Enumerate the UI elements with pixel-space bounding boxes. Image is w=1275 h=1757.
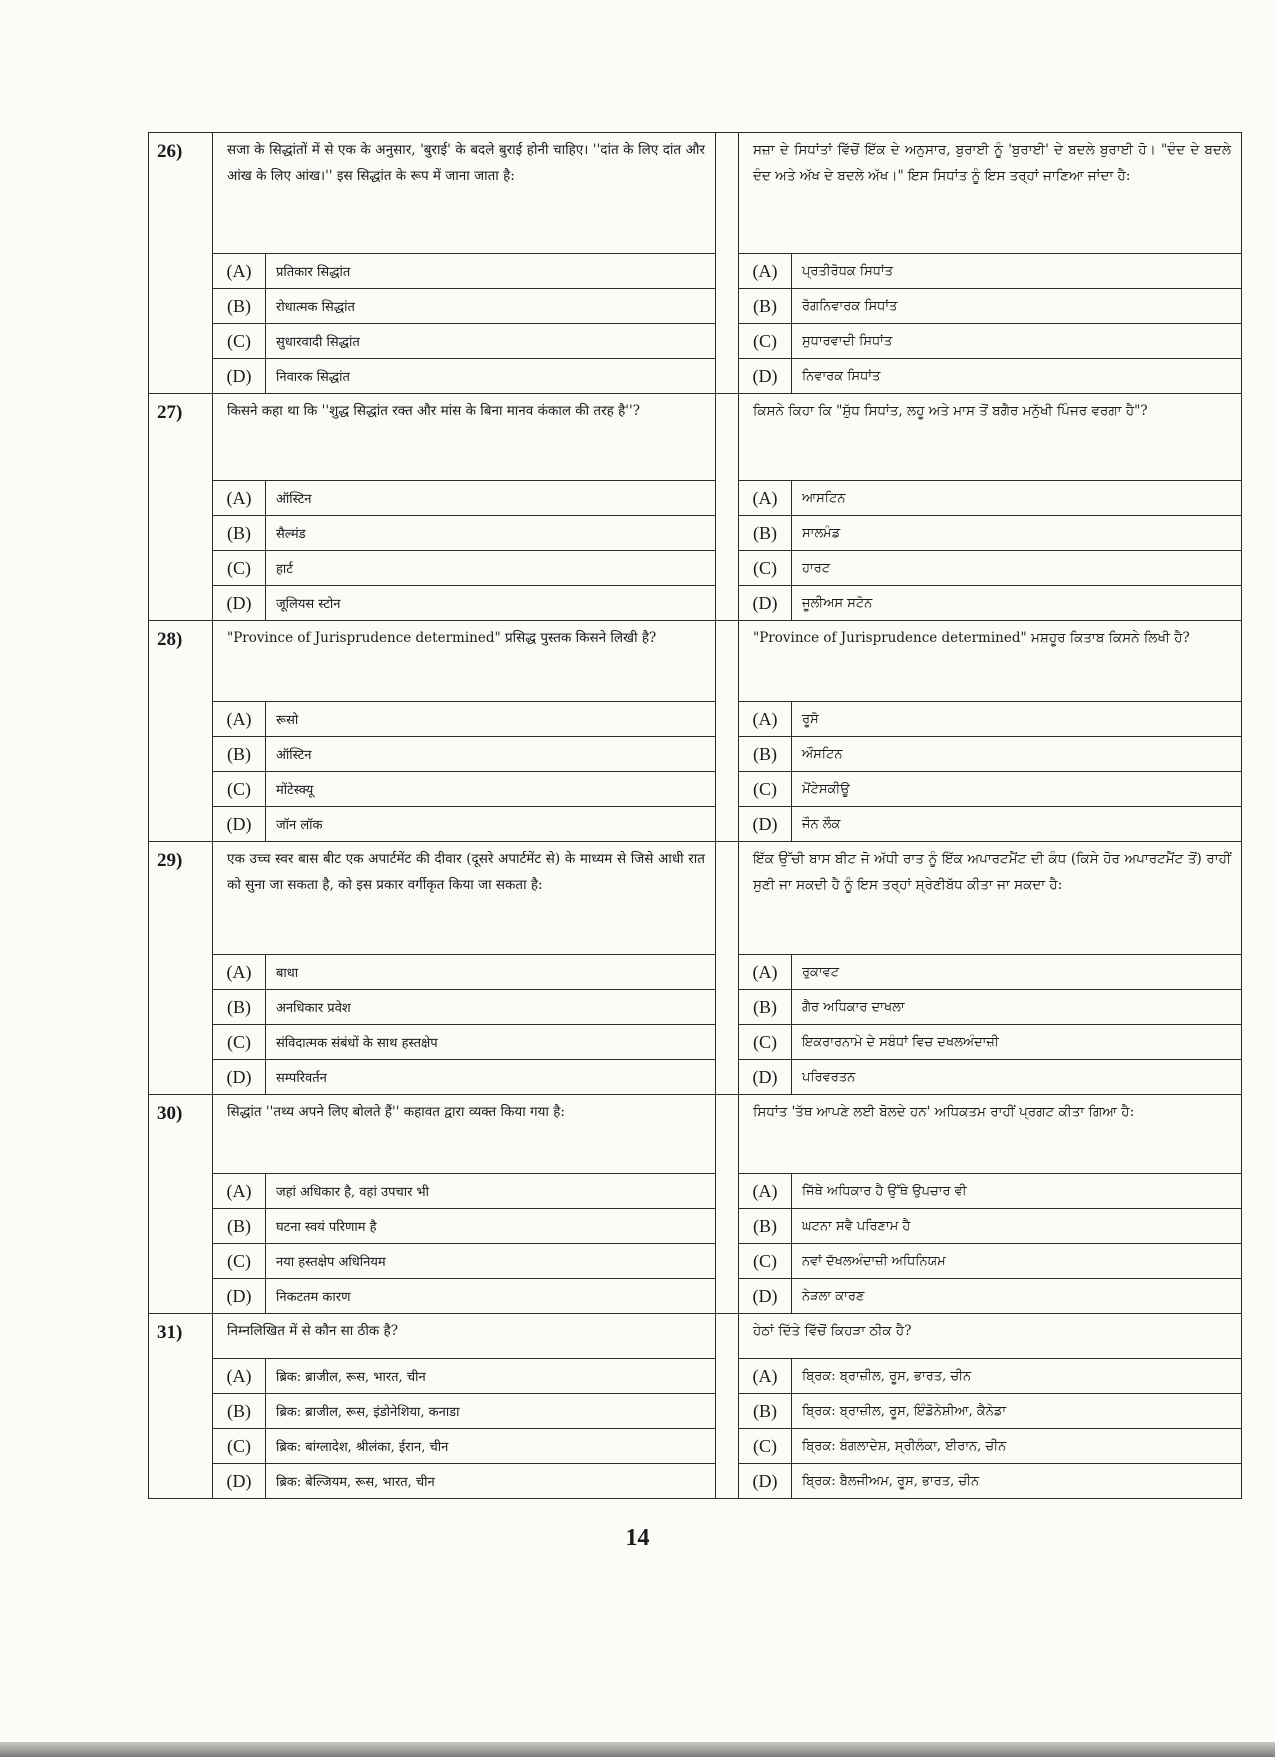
option-label: (B) (739, 990, 792, 1024)
question-text-punjabi: ਇੱਕ ਉੱਚੀ ਬਾਸ ਬੀਟ ਜੋ ਅੱਧੀ ਰਾਤ ਨੂੰ ਇੱਕ ਅਪਾਰਟਮੈਂਟ ਦੀ ਕੰਧ (ਕਿਸੇ ਹੋਰ ਅਪਾਰਟਮੈਂਟ ਤੋਂ) ਰਾਹੀਂ ਸੁਣੀ ਜਾ ਸਕਦੀ ਹੈ ਨੂੰ ਇਸ ਤਰ੍ਹਾਂ ਸ਼੍ਰੇਣੀਬੱਧ ਕੀਤਾ ਜਾ ਸਕਦਾ ਹੈ: (739, 842, 1241, 955)
option-row (213, 1174, 715, 1209)
option-text: ਪਰਿਵਰਤਨ (802, 1069, 856, 1085)
question-table (148, 132, 1242, 1499)
option-text: ऑस्टिन (276, 492, 312, 507)
option-label: (C) (739, 1244, 792, 1278)
option-text: ਜਿੱਥੇ ਅਧਿਕਾਰ ਹੈ ਉੱਥੇ ਉਪਚਾਰ ਵੀ (802, 1183, 967, 1199)
question-text-punjabi: ਹੇਠਾਂ ਦਿੱਤੇ ਵਿੱਚੋਂ ਕਿਹੜਾ ਠੀਕ ਹੈ? (739, 1314, 1241, 1359)
option-label: (D) (213, 586, 266, 620)
option-label: (C) (213, 551, 266, 585)
option-row (213, 1244, 715, 1279)
question-text-hindi: "Province of Jurisprudence determined" प्रसिद्ध पुस्तक किसने लिखी है? (213, 621, 715, 702)
option-label: (D) (739, 359, 792, 393)
question-text-hindi: निम्नलिखित में से कौन सा ठीक है? (213, 1314, 715, 1359)
option-label: (D) (213, 1464, 266, 1498)
option-label: (A) (213, 1359, 266, 1393)
option-label: (B) (739, 737, 792, 771)
option-label: (B) (213, 737, 266, 771)
option-text: सैल्मंड (276, 527, 306, 542)
option-row (739, 324, 1241, 359)
option-label: (A) (213, 702, 266, 736)
option-label: (B) (739, 516, 792, 550)
option-text: रोधात्मक सिद्धांत (276, 300, 355, 315)
option-label: (B) (739, 289, 792, 323)
option-row (739, 516, 1241, 551)
option-label: (B) (213, 1209, 266, 1243)
option-row (739, 289, 1241, 324)
option-text: ਰੂਸੋ (802, 711, 819, 727)
option-text: ਆਸਟਿਨ (802, 490, 846, 506)
option-text: ਜੂਲੀਅਸ ਸਟੋਨ (802, 595, 873, 611)
option-text: ਮੋਂਟੇਸਕੀਊ (802, 781, 850, 797)
option-label: (B) (213, 289, 266, 323)
option-row (213, 772, 715, 807)
hindi-column (213, 842, 716, 1094)
question-row (149, 1314, 1241, 1498)
option-row (213, 1279, 715, 1313)
option-text: ਬ੍ਰਿਕ: ਬ੍ਰਾਜ਼ੀਲ, ਰੂਸ, ਭਾਰਤ, ਚੀਨ (802, 1368, 972, 1384)
page-number: 14 (625, 1525, 650, 1551)
question-number: 27) (149, 394, 213, 620)
option-row (739, 1025, 1241, 1060)
option-label: (D) (739, 586, 792, 620)
option-row (739, 481, 1241, 516)
option-row (739, 807, 1241, 841)
option-label: (C) (739, 324, 792, 358)
question-text-hindi: एक उच्च स्वर बास बीट एक अपार्टमेंट की दीवार (दूसरे अपार्टमेंट से) के माध्यम से जिसे आधी रात को सुना जा सकता है, को इस प्रकार वर्गीकृत किया जा सकता है: (213, 842, 715, 955)
option-text: ब्रिक: बांग्लादेश, श्रीलंका, ईरान, चीन (276, 1440, 449, 1455)
option-label: (A) (739, 1359, 792, 1393)
option-label: (B) (213, 990, 266, 1024)
option-text: ਰੋਗਨਿਵਾਰਕ ਸਿਧਾਂਤ (802, 298, 898, 314)
option-row (739, 1244, 1241, 1279)
question-number: 31) (149, 1314, 213, 1498)
hindi-column (213, 621, 716, 841)
column-divider (716, 842, 739, 1094)
option-row (739, 772, 1241, 807)
option-row (739, 1060, 1241, 1094)
option-row (739, 737, 1241, 772)
question-text-punjabi: ਸਜ਼ਾ ਦੇ ਸਿਧਾਂਤਾਂ ਵਿੱਚੋਂ ਇੱਕ ਦੇ ਅਨੁਸਾਰ, ਬੁਰਾਈ ਨੂੰ 'ਬੁਰਾਈ' ਦੇ ਬਦਲੇ ਬੁਰਾਈ ਹੋ। "ਦੰਦ ਦੇ ਬਦਲੇ ਦੰਦ ਅਤੇ ਅੱਖ ਦੇ ਬਦਲੇ ਅੱਖ।" ਇਸ ਸਿਧਾਂਤ ਨੂੰ ਇਸ ਤਰ੍ਹਾਂ ਜਾਣਿਆ ਜਾਂਦਾ ਹੈ: (739, 133, 1241, 254)
option-row (213, 807, 715, 841)
option-text: जूलियस स्टोन (276, 597, 341, 612)
option-text: ऑस्टिन (276, 748, 312, 763)
option-text: निकटतम कारण (276, 1290, 351, 1305)
option-row (213, 702, 715, 737)
option-row (739, 254, 1241, 289)
option-row (213, 1209, 715, 1244)
option-label: (D) (739, 1464, 792, 1498)
question-row (149, 394, 1241, 621)
option-row (739, 586, 1241, 620)
option-text: ਰੁਕਾਵਟ (802, 964, 840, 980)
option-row (213, 481, 715, 516)
option-text: सुधारवादी सिद्धांत (276, 335, 360, 350)
option-text: ਘਟਨਾ ਸਵੈ ਪਰਿਣਾਮ ਹੈ (802, 1218, 911, 1234)
option-label: (B) (213, 516, 266, 550)
option-row (213, 289, 715, 324)
option-text: ਨਵਾਂ ਦੱਖਲਅੰਦਾਜ਼ੀ ਅਧਿਨਿਯਮ (802, 1253, 946, 1269)
option-label: (A) (739, 955, 792, 989)
option-row (739, 1174, 1241, 1209)
option-text: ਹਾਰਟ (802, 560, 831, 576)
question-number: 29) (149, 842, 213, 1094)
scan-edge (0, 1742, 1275, 1757)
option-row (213, 990, 715, 1025)
question-number: 26) (149, 133, 213, 393)
hindi-column (213, 1095, 716, 1313)
option-text: अनधिकार प्रवेश (276, 1001, 351, 1016)
option-label: (C) (739, 772, 792, 806)
option-row (213, 1429, 715, 1464)
option-label: (C) (213, 324, 266, 358)
option-row (739, 1209, 1241, 1244)
punjabi-column (739, 1314, 1241, 1498)
option-text: ਨਿਵਾਰਕ ਸਿਧਾਂਤ (802, 368, 881, 384)
option-row (213, 955, 715, 990)
option-row (213, 1394, 715, 1429)
option-label: (D) (213, 1060, 266, 1094)
option-row (739, 1464, 1241, 1498)
option-label: (C) (739, 1429, 792, 1463)
option-text: रूसो (276, 713, 299, 728)
option-row (213, 254, 715, 289)
option-label: (A) (739, 254, 792, 288)
option-text: जहां अधिकार है, वहां उपचार भी (276, 1185, 430, 1200)
option-text: ਬ੍ਰਿਕ: ਬੰਗਲਾਦੇਸ਼, ਸ੍ਰੀਲੰਕਾ, ਈਰਾਨ, ਚੀਨ (802, 1438, 1007, 1454)
question-text-hindi: किसने कहा था कि ''शुद्ध सिद्धांत रक्त और मांस के बिना मानव कंकाल की तरह है''? (213, 394, 715, 481)
question-number: 28) (149, 621, 213, 841)
option-row (213, 551, 715, 586)
option-row (213, 1464, 715, 1498)
option-label: (C) (213, 1025, 266, 1059)
punjabi-column (739, 621, 1241, 841)
option-text: घटना स्वयं परिणाम है (276, 1220, 377, 1235)
option-label: (B) (213, 1394, 266, 1428)
option-row (213, 1060, 715, 1094)
column-divider (716, 1095, 739, 1313)
punjabi-column (739, 133, 1241, 393)
punjabi-column (739, 394, 1241, 620)
question-row (149, 133, 1241, 394)
option-label: (C) (213, 772, 266, 806)
option-label: (A) (739, 702, 792, 736)
column-divider (716, 1314, 739, 1498)
option-label: (D) (213, 359, 266, 393)
option-row (739, 955, 1241, 990)
option-label: (B) (739, 1209, 792, 1243)
question-text-hindi: सिद्धांत ''तथ्य अपने लिए बोलते हैं'' कहावत द्वारा व्यक्त किया गया है: (213, 1095, 715, 1174)
option-label: (D) (213, 1279, 266, 1313)
option-row (739, 359, 1241, 393)
option-text: मोंटेस्क्यू (276, 783, 314, 798)
hindi-column (213, 394, 716, 620)
option-label: (A) (213, 254, 266, 288)
option-row (739, 1279, 1241, 1313)
hindi-column (213, 1314, 716, 1498)
column-divider (716, 394, 739, 620)
option-text: जॉन लॉक (276, 818, 323, 833)
option-text: ਬ੍ਰਿਕ: ਬੈਲਜੀਅਮ, ਰੂਸ, ਭਾਰਤ, ਚੀਨ (802, 1473, 980, 1489)
option-text: निवारक सिद्धांत (276, 370, 350, 385)
option-text: संविदात्मक संबंधों के साथ हस्तक्षेप (276, 1036, 438, 1051)
option-text: ਸੁਧਾਰਵਾਦੀ ਸਿਧਾਂਤ (802, 333, 893, 349)
option-text: सम्परिवर्तन (276, 1071, 327, 1086)
option-row (213, 586, 715, 620)
option-label: (A) (213, 955, 266, 989)
option-label: (A) (213, 481, 266, 515)
question-number: 30) (149, 1095, 213, 1313)
option-label: (D) (739, 1279, 792, 1313)
option-row (739, 1394, 1241, 1429)
punjabi-column (739, 1095, 1241, 1313)
option-text: ब्रिक: ब्राजील, रूस, इंडोनेशिया, कनाडा (276, 1405, 460, 1420)
option-text: ਪ੍ਰਤੀਰੋਧਕ ਸਿਧਾਂਤ (802, 263, 893, 279)
option-row (739, 1359, 1241, 1394)
option-row (739, 551, 1241, 586)
option-label: (D) (739, 1060, 792, 1094)
option-row (213, 324, 715, 359)
option-text: ਬ੍ਰਿਕ: ਬ੍ਰਾਜ਼ੀਲ, ਰੂਸ, ਇੰਡੋਨੇਸ਼ੀਆ, ਕੈਨੇਡਾ (802, 1403, 1007, 1419)
punjabi-column (739, 842, 1241, 1094)
option-text: ब्रिक: ब्राजील, रूस, भारत, चीन (276, 1370, 426, 1385)
question-text-punjabi: ਕਿਸਨੇ ਕਿਹਾ ਕਿ "ਸ਼ੁੱਧ ਸਿਧਾਂਤ, ਲਹੂ ਅਤੇ ਮਾਸ ਤੋਂ ਬਗੈਰ ਮਨੁੱਖੀ ਪਿੰਜਰ ਵਰਗਾ ਹੈ"? (739, 394, 1241, 481)
option-text: ਸਾਲਮੰਡ (802, 525, 841, 541)
hindi-column (213, 133, 716, 393)
option-text: ਜੌਨ ਲੌਕ (802, 816, 841, 832)
option-label: (A) (739, 1174, 792, 1208)
option-label: (C) (213, 1429, 266, 1463)
question-row (149, 842, 1241, 1095)
option-label: (B) (739, 1394, 792, 1428)
question-text-punjabi: "Province of Jurisprudence determined" ਮਸ਼ਹੂਰ ਕਿਤਾਬ ਕਿਸਨੇ ਲਿਖੀ ਹੈ? (739, 621, 1241, 702)
option-row (739, 1429, 1241, 1464)
option-row (213, 1359, 715, 1394)
option-label: (C) (739, 551, 792, 585)
option-row (739, 990, 1241, 1025)
option-label: (A) (739, 481, 792, 515)
column-divider (716, 621, 739, 841)
option-text: ਨੇੜਲਾ ਕਾਰਣ (802, 1288, 865, 1304)
option-text: नया हस्तक्षेप अधिनियम (276, 1255, 386, 1270)
option-text: ਇਕਰਾਰਨਾਮੇ ਦੇ ਸਬੰਧਾਂ ਵਿਚ ਦਖਲਅੰਦਾਜ਼ੀ (802, 1034, 999, 1050)
option-label: (A) (213, 1174, 266, 1208)
option-row (739, 702, 1241, 737)
option-text: बाधा (276, 966, 299, 981)
option-row (213, 1025, 715, 1060)
question-text-punjabi: ਸਿਧਾਂਤ 'ਤੱਥ ਆਪਣੇ ਲਈ ਬੋਲਦੇ ਹਨ' ਅਧਿਕਤਮ ਰਾਹੀਂ ਪ੍ਰਗਟ ਕੀਤਾ ਗਿਆ ਹੈ: (739, 1095, 1241, 1174)
option-row (213, 737, 715, 772)
option-text: ब्रिक: बेल्जियम, रूस, भारत, चीन (276, 1475, 435, 1490)
option-label: (D) (213, 807, 266, 841)
column-divider (716, 133, 739, 393)
option-text: ਔਸਟਿਨ (802, 746, 843, 762)
option-text: ਗੈਰ ਅਧਿਕਾਰ ਦਾਖਲਾ (802, 999, 905, 1015)
question-row (149, 621, 1241, 842)
option-text: प्रतिकार सिद्धांत (276, 265, 351, 280)
question-row (149, 1095, 1241, 1314)
question-text-hindi: सजा के सिद्धांतों में से एक के अनुसार, 'बुराई' के बदले बुराई होनी चाहिए। ''दांत के लिए दांत और आंख के लिए आंख।'' इस सिद्धांत के रूप में जाना जाता है: (213, 133, 715, 254)
option-text: हार्ट (276, 562, 293, 577)
option-label: (C) (213, 1244, 266, 1278)
option-row (213, 516, 715, 551)
option-row (213, 359, 715, 393)
option-label: (C) (739, 1025, 792, 1059)
option-label: (D) (739, 807, 792, 841)
